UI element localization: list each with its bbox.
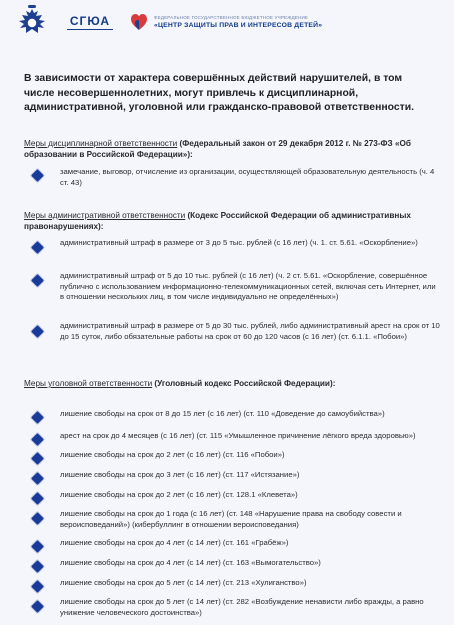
diamond-bullet-icon bbox=[31, 433, 44, 446]
section-administrative bbox=[24, 210, 434, 232]
diamond-bullet-icon bbox=[31, 472, 44, 485]
diamond-bullet-icon bbox=[31, 325, 44, 338]
diamond-bullet-icon bbox=[31, 411, 44, 424]
section-criminal bbox=[24, 378, 434, 389]
header-logos bbox=[0, 0, 454, 44]
section-title: Меры уголовной ответственности (Уголовный кодекс Российской Федерации): bbox=[24, 379, 336, 388]
diamond-bullet-icon bbox=[31, 274, 44, 287]
eagle-emblem-icon bbox=[12, 3, 52, 41]
diamond-bullet-icon bbox=[31, 540, 44, 553]
diamond-bullet-icon bbox=[31, 241, 44, 254]
document-page: СГЮА ФЕДЕРАЛЬНОЕ ГОСУДАРСТВЕННОЕ БЮДЖЕТНОЕ УЧРЕЖДЕНИЕ «ЦЕНТР ЗАЩИТЫ ПРАВ И ИНТЕРЕСОВ ДЕТЕЙ» В зависимости от характера совершённых действий нарушителей, в том числе несовершеннолетних, могут привлечь к дисциплинарной, административной, уголовной или гражданско-правовой ответственности. Меры дисциплинарной ответственности (Федеральный закон от 29 декабря 2012 г. № 273-ФЗ «Об образовании в Российской Федерации»): замечание, выговор, отчисление из организации, осуществляющей образовательную деятельность (ч. 4 ст. 43) Меры административной ответственности (Кодекс Российской Федерации об административных правонарушениях): административный штраф в размере от 3 до 5 тыс. рублей (с 16 лет) (ч. 1. ст. 5.61. «Оскорбление») административный штраф от 5 до 10 тыс. рублей (с 16 лет) (ч. 2 ст. 5.61. «Оскорбление, совершённое публично с использованием информационно-телекоммуникационных сетей, включая сеть Интернет, или в отношении нескольких лиц, в том числе индивидуально не определённых») административный штраф в размере от 5 до 30 тыс. рублей, либо административный арест на срок от 10 до 15 суток, либо обязательные работы на срок от 60 до 120 часов (с 16 лет) (ст. 6.1.1. «Побои») Меры уголовной ответственности (Уголовный кодекс Российской Федерации): лишение свободы на срок от 8 до 15 лет (с 16 лет) (ст. 110 «Доведение до самоубийства») арест на срок до 4 месяцев (с 16 лет) (ст. 115 «Умышленное причинение лёгкого вреда здоровью») лишение свободы на срок до 2 лет (с 16 лет) (ст. 116 «Побои») лишение свободы на срок до 3 лет (с 16 лет) (ст. 117 «Истязание») лишение свободы на срок до 2 лет (с 16 лет) (ст. 128.1 «Клевета») лишение свободы на срок до 1 года (с 16 лет) (ст. 148 «Нарушение права на свободу совести и вероисповеданий») (кибербуллинг в отношении вероисповедания) лишение свободы на срок до 4 лет (с 14 лет) (ст. 161 «Грабёж») лишение свободы на срок до 4 лет (с 14 лет) (ст. 163 «Вымогательство») лишение свободы на срок до 5 лет (с 14 лет) (ст. 213 «Хулиганство») лишение свободы на срок до 5 лет (с 14 лет) (ст. 282 «Возбуждение ненависти либо вражды, а равно унижение человеческого достоинства») bbox=[0, 0, 454, 625]
intro-paragraph: В зависимости от характера совершённых действий нарушителей, в том числе несовершеннолетних, могут привлечь к дисциплинарной, административной, уголовной или гражданско-правовой ответственности. bbox=[24, 73, 414, 113]
section-title: Меры административной ответственности (Кодекс Российской Федерации об административных правонарушениях): bbox=[24, 211, 411, 231]
diamond-bullet-icon bbox=[31, 512, 44, 525]
heart-shield-icon bbox=[128, 11, 150, 33]
diamond-bullet-icon bbox=[31, 600, 44, 613]
sgua-logo: СГЮА bbox=[64, 7, 116, 37]
diamond-bullet-icon bbox=[31, 580, 44, 593]
section-title: Меры дисциплинарной ответственности (Федеральный закон от 29 декабря 2012 г. № 273-ФЗ «Об образовании в Российской Федерации»): bbox=[24, 139, 411, 159]
diamond-bullet-icon bbox=[31, 169, 44, 182]
center-logo: ФЕДЕРАЛЬНОЕ ГОСУДАРСТВЕННОЕ БЮДЖЕТНОЕ УЧРЕЖДЕНИЕ «ЦЕНТР ЗАЩИТЫ ПРАВ И ИНТЕРЕСОВ ДЕТЕЙ» bbox=[128, 11, 322, 33]
diamond-bullet-icon bbox=[31, 492, 44, 505]
diamond-bullet-icon bbox=[31, 452, 44, 465]
diamond-bullet-icon bbox=[31, 560, 44, 573]
section-disciplinary bbox=[24, 138, 434, 160]
